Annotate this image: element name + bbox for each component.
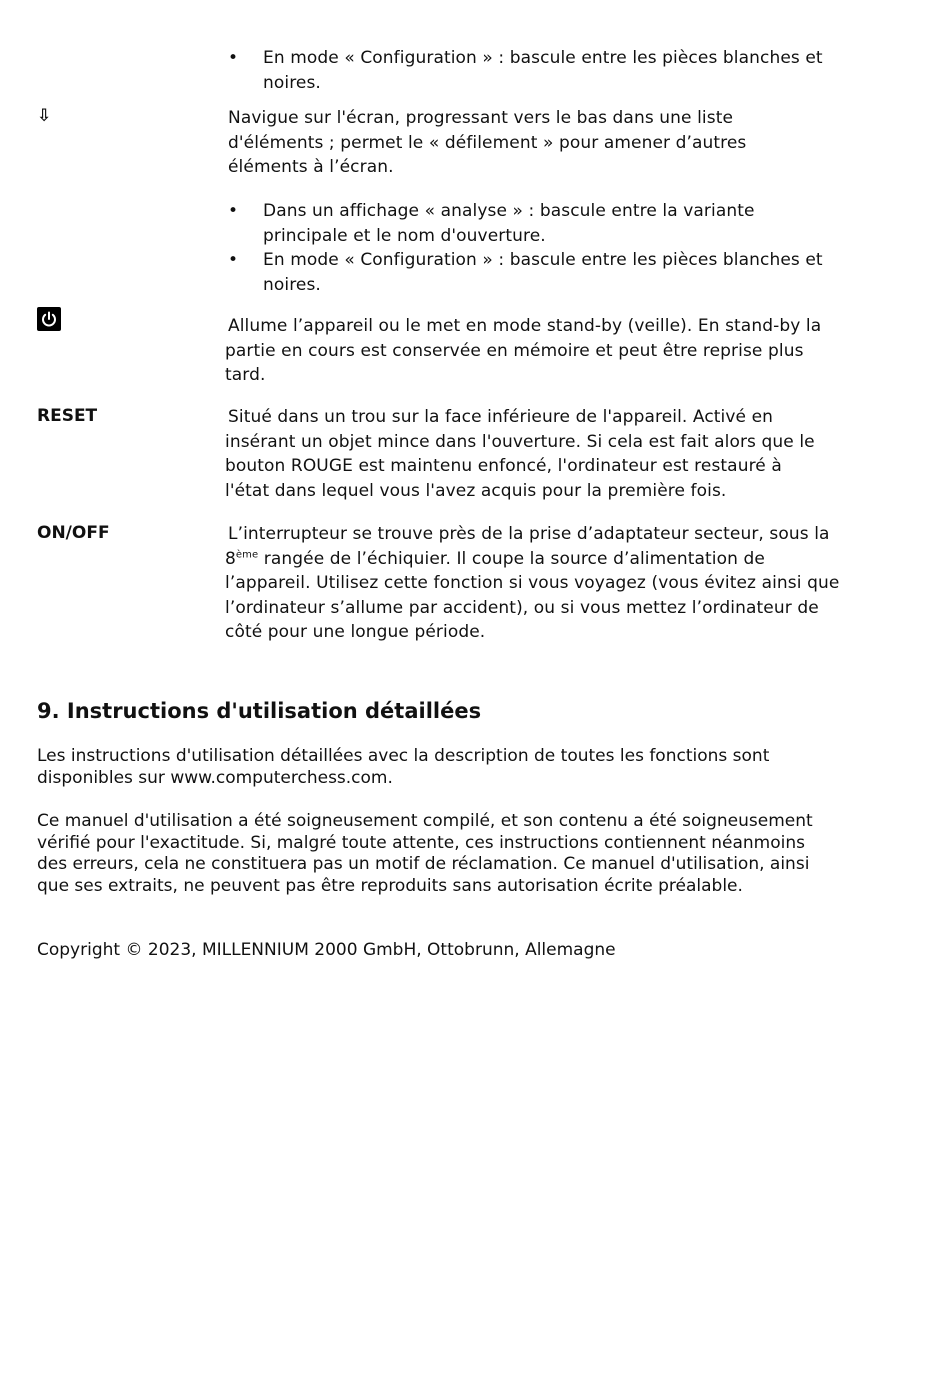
copyright-line: Copyright © 2023, MILLENNIUM 2000 GmbH, Ottobrunn, Allemagne bbox=[37, 940, 616, 960]
list-item bbox=[228, 199, 838, 248]
bullet-text: En mode « Configuration » : bascule entre les pièces blanches et noires. bbox=[263, 48, 823, 93]
bullet-dot: • bbox=[228, 48, 239, 68]
list-item bbox=[228, 46, 838, 95]
down-arrow-description: Navigue sur l'écran, progressant vers le bas dans une liste d'éléments ; permet le « défilement » pour amener d’autres éléments à l’écran. bbox=[228, 108, 747, 177]
bullet-text: Dans un affichage « analyse » : bascule entre la variante principale et le nom d'ouverture. bbox=[263, 201, 755, 246]
reset-description: Situé dans un trou sur la face inférieure de l'appareil. Activé en insérant un objet mince dans l'ouverture. Si cela est fait alors que le bouton ROUGE est maintenu enfoncé, l'ordinateur est restauré à l'état dans lequel vous l'avez acquis pour la première fois. bbox=[225, 407, 815, 501]
onoff-text-before: L’interrupteur se trouve près de la prise d’adaptateur secteur, sous la 8 bbox=[225, 524, 830, 569]
list-item bbox=[228, 248, 838, 297]
power-description: Allume l’appareil ou le met en mode stand-by (veille). En stand-by la partie en cours est conservée en mémoire et peut être reprise plus tard. bbox=[225, 316, 822, 385]
power-icon bbox=[37, 307, 61, 331]
section-paragraph-1: Les instructions d'utilisation détaillées avec la description de toutes les fonctions sont disponibles sur www.computerchess.com. bbox=[37, 746, 770, 788]
section-heading: 9. Instructions d'utilisation détaillées bbox=[37, 699, 482, 723]
onoff-text-after: rangée de l’échiquier. Il coupe la source d’alimentation de l’appareil. Utilisez cette fonction si vous voyagez (vous évitez ainsi que l’ordinateur s’allume par accident), ou si vous mettez l’ordinateur de côté pour une longue période. bbox=[225, 548, 840, 642]
down-arrow-glyph: ⇩ bbox=[37, 106, 52, 126]
bullet-dot: • bbox=[228, 250, 239, 270]
down-arrow-bullet-list bbox=[228, 199, 838, 297]
top-bullet-list bbox=[228, 46, 838, 95]
power-symbol-svg bbox=[40, 310, 58, 328]
onoff-superscript: ème bbox=[235, 548, 259, 560]
reset-label: RESET bbox=[37, 406, 98, 426]
onoff-description bbox=[225, 522, 840, 645]
down-arrow-icon bbox=[37, 106, 51, 126]
section-paragraph-2: Ce manuel d'utilisation a été soigneusement compilé, et son contenu a été soigneusement vérifié pour l'exactitude. Si, malgré toute attente, ces instructions contiennent néanmoins des erreurs, cela ne constituera pas un motif de réclamation. Ce manuel d'utilisation, ainsi que ses extraits, ne peuvent pas être reproduits sans autorisation écrite préalable. bbox=[37, 811, 813, 896]
bullet-text: En mode « Configuration » : bascule entre les pièces blanches et noires. bbox=[263, 250, 823, 295]
bullet-dot: • bbox=[228, 201, 239, 221]
onoff-label: ON/OFF bbox=[37, 523, 110, 543]
